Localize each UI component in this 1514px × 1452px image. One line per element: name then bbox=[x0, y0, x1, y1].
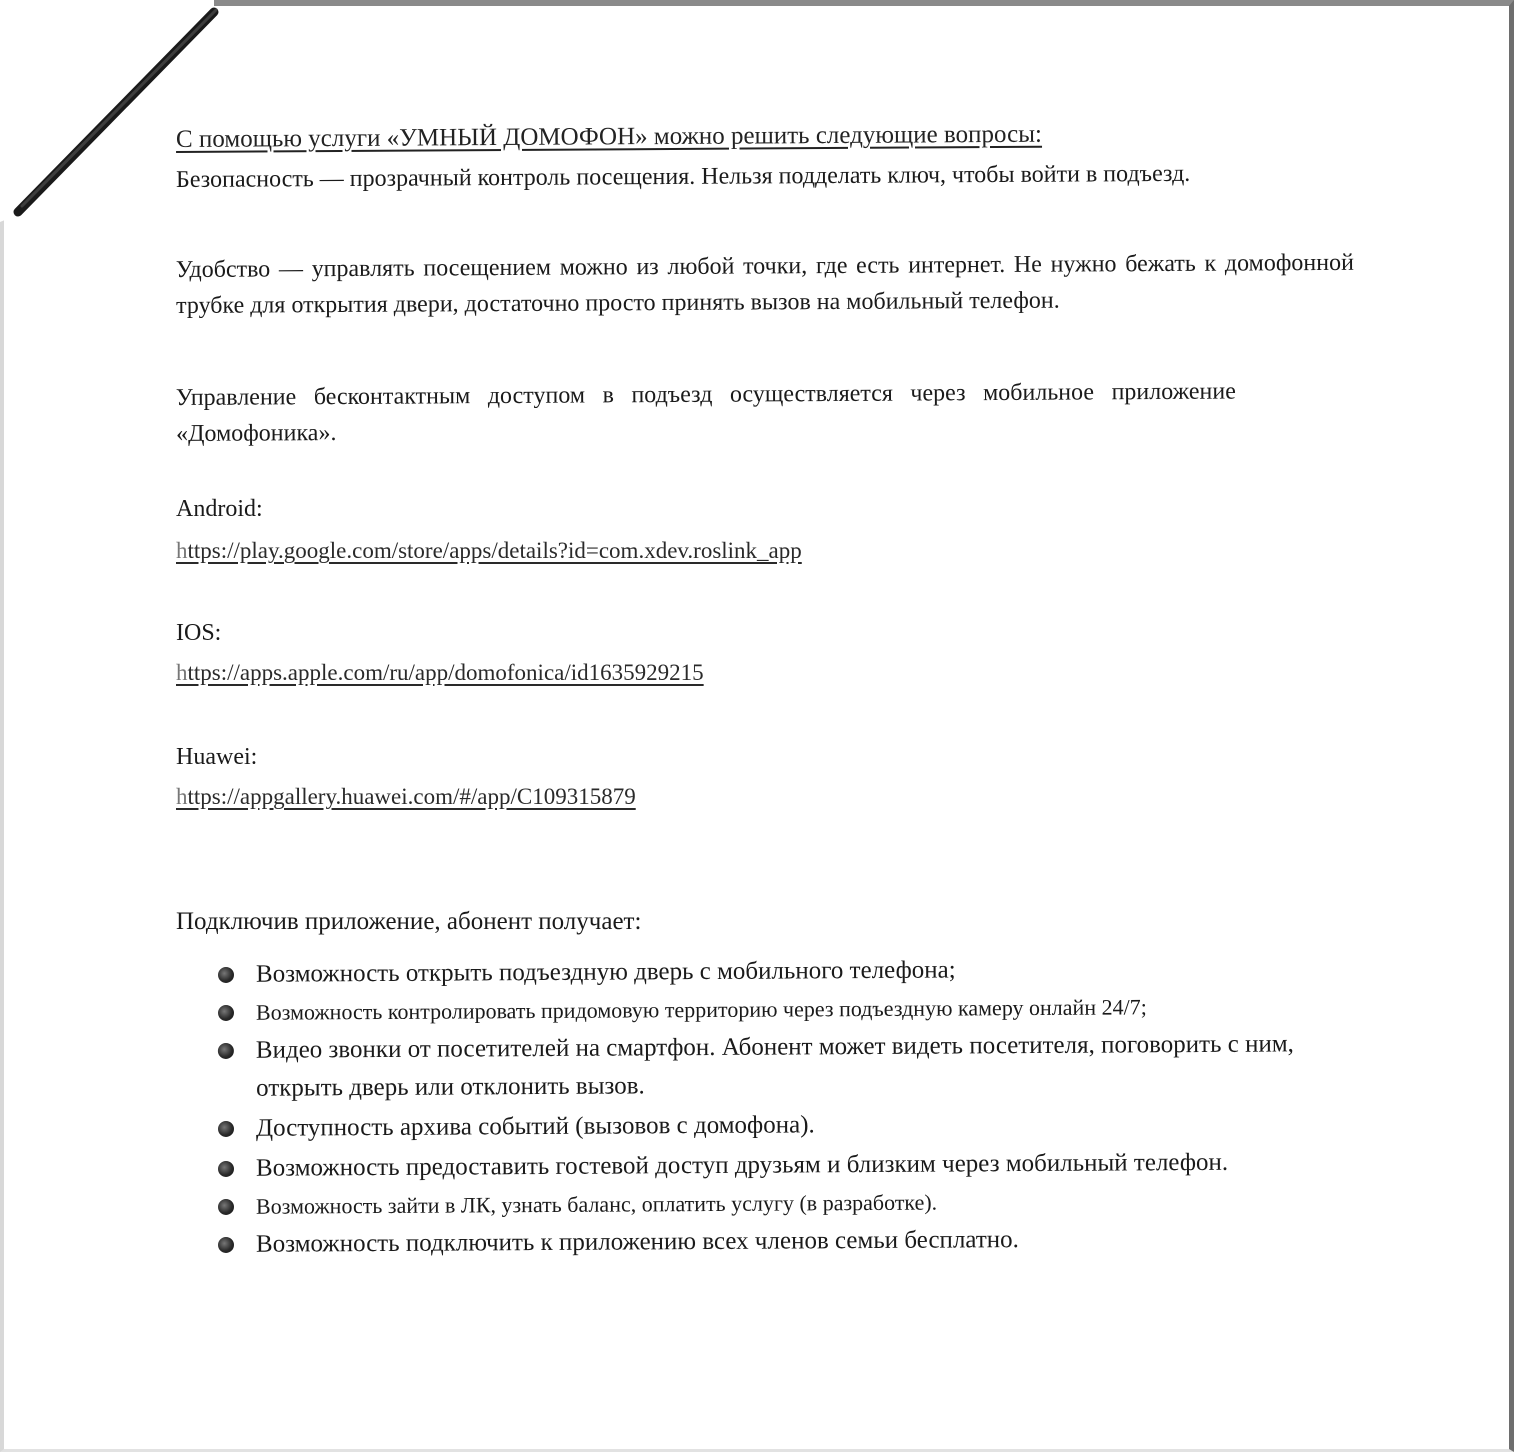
feature-item bbox=[216, 989, 1356, 1030]
bullet-icon bbox=[218, 1237, 234, 1253]
feature-text: Возможность предоставить гостевой доступ друзьям и близким через мобильный телефон. bbox=[255, 1148, 1229, 1182]
paragraph-convenience: Удобство — управлять посещением можно из любой точки, где есть интернет. Не нужно бежать к домофонной трубке для открытия двери, достаточно просто принять вызов на мобильный телефон. bbox=[175, 249, 1354, 319]
paragraph-security: Безопасность — прозрачный контроль посещения. Нельзя подделать ключ, чтобы войти в подъезд. bbox=[175, 160, 1191, 193]
folded-corner-shadow bbox=[0, 0, 260, 240]
bullet-icon bbox=[218, 1199, 234, 1215]
paragraph-app-access: Управление бесконтактным доступом в подъезд осуществляется через мобильное приложение «Домофоника». bbox=[175, 378, 1236, 447]
feature-text: Доступность архива событий (вызовов с домофона). bbox=[255, 1111, 815, 1142]
feature-item bbox=[216, 1025, 1356, 1108]
store-link-huawei[interactable]: https://appgallery.huawei.com/#/app/C109315879 bbox=[176, 784, 636, 809]
bullet-icon bbox=[218, 1043, 234, 1059]
document-heading: С помощью услуги «УМНЫЙ ДОМОФОН» можно решить следующие вопросы: bbox=[175, 120, 1043, 153]
feature-text: Возможность подключить к приложению всех членов семьи бесплатно. bbox=[255, 1226, 1019, 1258]
bullet-icon bbox=[218, 1121, 234, 1137]
feature-item bbox=[216, 1103, 1356, 1148]
store-label-android: Android: bbox=[176, 496, 263, 522]
feature-item bbox=[216, 949, 1356, 994]
bullet-icon bbox=[218, 1161, 234, 1177]
bullet-icon bbox=[218, 967, 234, 983]
feature-text: Видео звонки от посетителей на смартфон. Абонент может видеть посетителя, поговорить с ним, открыть дверь или отклонить вызов. bbox=[255, 1030, 1294, 1102]
feature-text: Возможность контролировать придомовую территорию через подъездную камеру онлайн 24/7; bbox=[255, 994, 1147, 1025]
features-intro: Подключив приложение, абонент получает: bbox=[176, 908, 642, 935]
feature-text: Возможность открыть подъездную дверь с мобильного телефона; bbox=[255, 956, 956, 988]
feature-item bbox=[216, 1143, 1356, 1188]
store-label-huawei: Huawei: bbox=[176, 744, 258, 770]
features-list bbox=[216, 956, 1356, 1266]
feature-text: Возможность зайти в ЛК, узнать баланс, оплатить услугу (в разработке). bbox=[255, 1189, 938, 1219]
bullet-icon bbox=[218, 1005, 234, 1021]
store-label-ios: IOS: bbox=[176, 620, 222, 646]
feature-item bbox=[216, 1183, 1356, 1224]
feature-item bbox=[216, 1219, 1356, 1264]
store-link-ios[interactable]: https://apps.apple.com/ru/app/domofonica/id1635929215 bbox=[176, 660, 704, 685]
store-link-android[interactable]: https://play.google.com/store/apps/details?id=com.xdev.roslink_app bbox=[176, 538, 802, 563]
